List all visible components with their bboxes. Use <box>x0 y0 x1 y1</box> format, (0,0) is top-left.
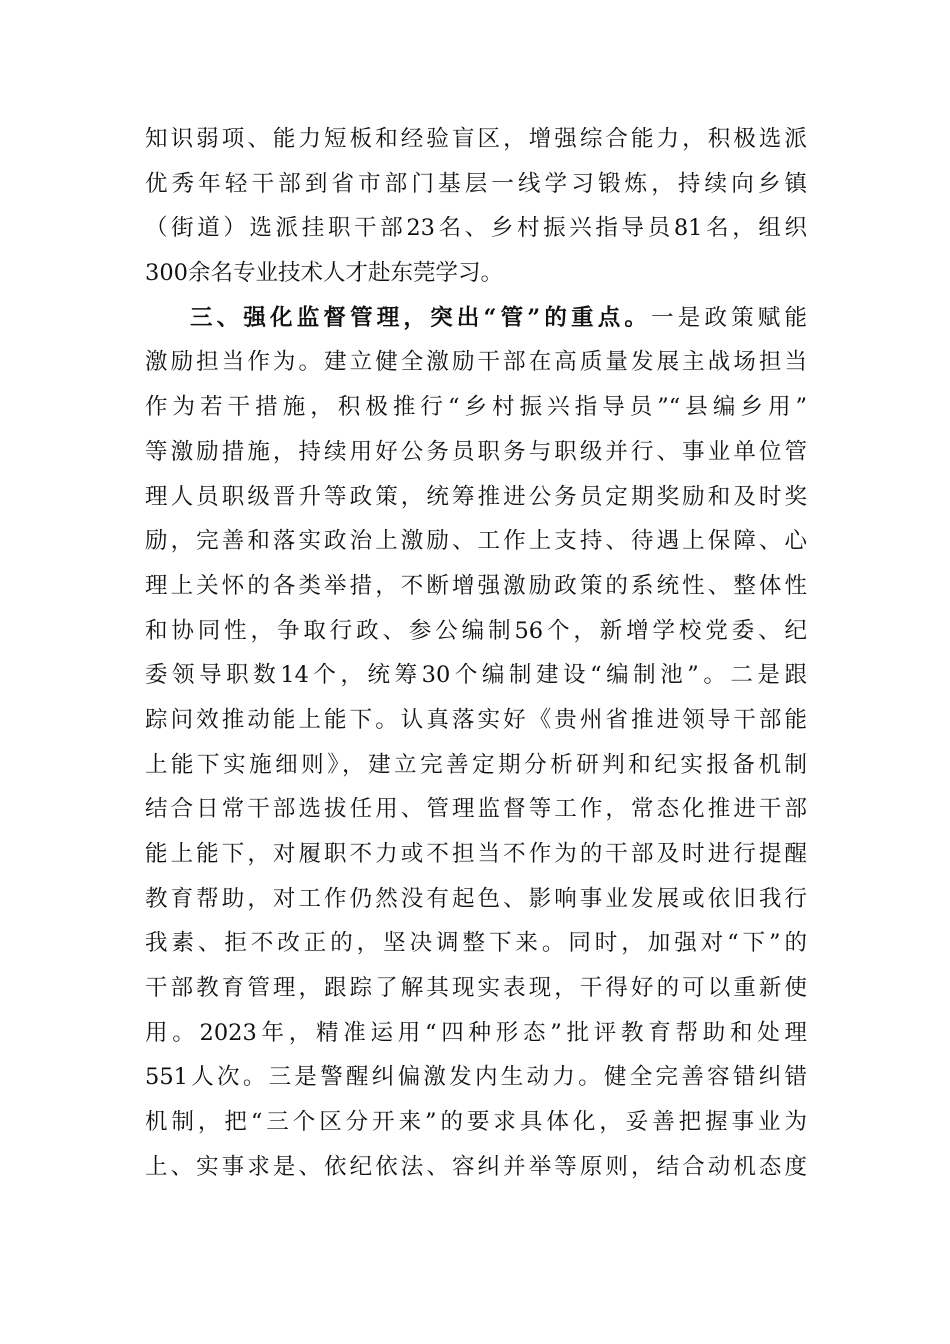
document-body <box>145 117 807 1190</box>
paragraph-first-line <box>145 296 807 341</box>
paragraph-line: 上、实事求是、依纪依法、容纠并举等原则，结合动机态度 <box>145 1153 807 1180</box>
paragraph-line: 我素、拒不改正的，坚决调整下来。同时，加强对“下”的 <box>145 930 807 957</box>
paragraph-line: 干部教育管理，跟踪了解其现实表现，干得好的可以重新使 <box>145 975 807 1002</box>
paragraph-line: 用。2023年，精准运用“四种形态”批评教育帮助和处理 <box>145 1019 807 1046</box>
paragraph-line: 理上关怀的各类举措，不断增强激励政策的系统性、整体性 <box>145 572 807 599</box>
paragraph-line: 踪问效推动能上能下。认真落实好《贵州省推进领导干部能 <box>145 706 807 733</box>
paragraph-line: 551人次。三是警醒纠偏激发内生动力。健全完善容错纠错 <box>145 1064 807 1091</box>
paragraph-line: 委领导职数14个，统筹30个编制建设“编制池”。二是跟 <box>145 662 807 689</box>
paragraph-line-rest: 一是政策赋能 <box>651 304 807 331</box>
section-heading: 三、强化监督管理，突出“管”的重点。 <box>190 304 652 331</box>
paragraph-line: 机制，把“三个区分开来”的要求具体化，妥善把握事业为 <box>145 1109 807 1136</box>
paragraph-line: 优秀年轻干部到省市部门基层一线学习锻炼，持续向乡镇 <box>145 170 807 197</box>
paragraph-line: 能上能下，对履职不力或不担当不作为的干部及时进行提醒 <box>145 841 807 867</box>
paragraph-line: 等激励措施，持续用好公务员职务与职级并行、事业单位管 <box>145 438 807 465</box>
paragraph-line: 和协同性，争取行政、参公编制56个，新增学校党委、纪 <box>145 617 807 644</box>
paragraph-line: 上能下实施细则》，建立完善定期分析研判和纪实报备机制 <box>145 751 807 778</box>
paragraph-line: 激励担当作为。建立健全激励干部在高质量发展主战场担当 <box>145 349 807 376</box>
paragraph-line: 知识弱项、能力短板和经验盲区，增强综合能力，积极选派 <box>145 126 807 152</box>
paragraph-line: （街道）选派挂职干部23名、乡村振兴指导员81名，组织 <box>145 215 807 242</box>
paragraph-line: 励，完善和落实政治上激励、工作上支持、待遇上保障、心 <box>145 528 807 555</box>
paragraph-line: 教育帮助，对工作仍然没有起色、影响事业发展或依旧我行 <box>145 885 807 912</box>
paragraph-line: 作为若干措施，积极推行“乡村振兴指导员”“县编乡用” <box>145 394 807 421</box>
paragraph-line: 300余名专业技术人才赴东莞学习。 <box>145 260 503 287</box>
paragraph-line: 理人员职级晋升等政策，统筹推进公务员定期奖励和及时奖 <box>145 483 807 510</box>
paragraph-line: 结合日常干部选拔任用、管理监督等工作，常态化推进干部 <box>145 796 807 823</box>
